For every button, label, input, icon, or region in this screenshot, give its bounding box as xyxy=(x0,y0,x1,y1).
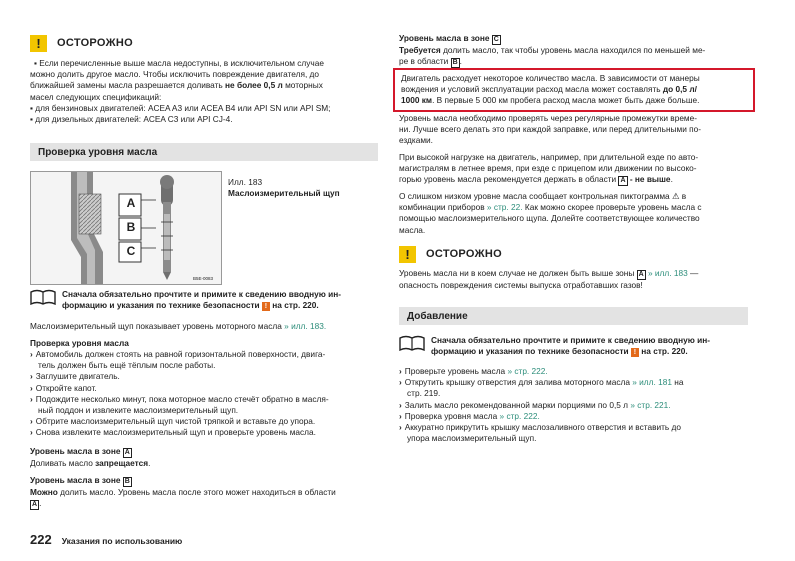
bullet-icon: ▪ xyxy=(30,114,36,125)
highlight-box: Двигатель расходует некоторое количество масла. В зависимости от манеры вождения и условий эксплуатации расход масла может составлять до 0,5 л/ 1000 км. В первые 5 000 км пробега расход масла может быть даже больше. xyxy=(393,68,755,112)
figure-code: B5E-0083 xyxy=(193,276,214,281)
add-steps: › Проверьте уровень масла » стр. 222. › Открутить крышку отверстия для залива моторного масла » илл. 181 на стр. 219. › Залить масло рекомендованной марки порциями по 0,5 л » стр. 221. › Проверка уровня масла » стр. 222. › Аккуратно прикрутить крышку маслозаливного отверстия и вставить до упора маслоизмерительный щуп. xyxy=(399,366,684,444)
procedure-steps: › Автомобиль должен стоять на равной горизонтальной поверхности, двига- тель должен быть ещё тёплым после работы. › Заглушите двигатель. › Откройте капот. › Подождите несколько минут, пока моторное масло стечёт обратно в масля- ный поддон и извлеките маслоизмерительный щуп. › Обтрите маслоизмерительный щуп чистой тряпкой и вставьте до упора. › Снова извлеките маслоизмерительный щуп и проверьте уровень масла. xyxy=(30,349,329,438)
arrow-icon: › xyxy=(30,393,33,404)
arrow-icon: › xyxy=(30,427,33,438)
arrow-icon: › xyxy=(399,399,402,410)
warning-small-icon: ! xyxy=(262,302,270,311)
dipstick-paragraph: Маслоизмерительный щуп показывает уровень моторного масла » илл. 183. xyxy=(30,321,327,331)
zone-label-c: C xyxy=(126,244,136,258)
arrow-icon: › xyxy=(30,416,33,427)
footer-title: Указания по использованию xyxy=(61,536,183,546)
caution-body-right: Уровень масла ни в коем случае не должен быть выше зоны A » илл. 183 — опасность повреждения системы выпуска отработавших газов! xyxy=(399,268,699,290)
page-footer xyxy=(30,532,182,547)
arrow-icon: › xyxy=(30,349,33,359)
zone-b-badge: B xyxy=(452,59,458,67)
zone-a-badge: A xyxy=(32,501,38,509)
book-icon xyxy=(399,335,425,351)
arrow-icon: › xyxy=(399,410,402,421)
arrow-icon: › xyxy=(399,366,402,376)
zone-label-b: B xyxy=(126,220,136,234)
dipstick-figure xyxy=(30,171,222,285)
zone-b-block: Уровень масла в зоне B Можно долить масло. Уровень масла после этого может находиться в области A . xyxy=(30,475,336,509)
caution-header-right xyxy=(399,244,502,264)
caution-title: ОСТОРОЖНО xyxy=(426,248,502,260)
caution-header xyxy=(30,33,133,53)
read-first-note: Сначала обязательно прочтите и примите к сведению вводную ин- формацию и указания по технике безопасности ! на стр. 220. xyxy=(30,289,378,311)
warning-small-icon: ! xyxy=(631,348,639,357)
figure-caption: Маслоизмерительный щуп xyxy=(228,188,340,198)
figure-link[interactable]: » илл. 183 xyxy=(645,268,688,278)
zone-c-block: Уровень масла в зоне C Требуется долить масло, так чтобы уровень масла находился по меньшей ме- ре в области B . xyxy=(399,33,706,67)
arrow-icon: › xyxy=(399,422,402,433)
zone-a-badge: A xyxy=(124,449,130,456)
figure-link[interactable]: » илл. 183. xyxy=(284,321,327,331)
bullet-icon: ▪ xyxy=(34,58,40,68)
zone-a-badge: A xyxy=(638,271,644,278)
zone-c-badge: C xyxy=(493,36,499,43)
procedure-title: Проверка уровня масла xyxy=(30,338,129,348)
figure-label: Илл. 183 xyxy=(228,177,263,187)
paragraph-regular-check: Уровень масла необходимо проверять через регулярные промежутки време- ни. Лучше всего делать это при каждой заправке, или перед длительными по- ездками. xyxy=(399,113,702,146)
zone-label-a: A xyxy=(126,196,136,210)
page-link[interactable]: » стр. 222. xyxy=(507,366,548,376)
section-check-oil: Проверка уровня масла xyxy=(30,143,378,161)
page-link[interactable]: » стр. 221. xyxy=(630,399,671,410)
arrow-icon: › xyxy=(399,377,402,388)
caution-title: ОСТОРОЖНО xyxy=(57,37,133,49)
arrow-icon: › xyxy=(30,382,33,393)
oil-warning-icon: ⚠ xyxy=(671,191,680,201)
warning-icon: ! xyxy=(30,35,47,52)
figure-link[interactable]: » илл. 181 xyxy=(632,377,672,388)
book-icon xyxy=(30,289,56,305)
zone-b-badge: B xyxy=(124,478,130,485)
bullet-icon: ▪ xyxy=(30,102,36,113)
paragraph-low-level: О слишком низком уровне масла сообщает контрольная пиктограмма ⚠ в комбинации приборов » стр. 22. Как можно скорее проверьте уровень масла с помощью маслоизмерительного щупа. Долейте соответствующее количество масла. xyxy=(399,191,702,235)
read-first-note: Сначала обязательно прочтите и примите к сведению вводную ин- формацию и указания по технике безопасности ! на стр. 220. xyxy=(399,335,751,357)
zone-a-block: Уровень масла в зоне A Доливать масло запрещается. xyxy=(30,446,151,468)
section-add-oil: Добавление xyxy=(399,307,748,325)
page-link[interactable]: » стр. 22. xyxy=(486,202,523,213)
paragraph-high-load: При высокой нагрузке на двигатель, например, при длительной езде по авто- магистралям в летнее время, при езде с прицепом или движении по высоко- горью уровень масла рекомендуется держать в области A - не выше. xyxy=(399,152,699,185)
page-number: 222 xyxy=(30,532,52,547)
warning-icon: ! xyxy=(399,246,416,263)
page-link[interactable]: » стр. 222. xyxy=(499,410,540,421)
arrow-icon: › xyxy=(30,371,33,382)
caution-body: ▪ Если перечисленные выше масла недоступны, в исключительном случае можно долить другое масло. Чтобы исключить повреждение двигателя, до ближайшей замены масла разрешается доливать не более 0,5 л моторных масел следующих спецификаций: ▪ для бензиновых двигателей: ACEA A3 или ACEA B4 или API SN или API SM; ▪ для дизельных двигателей: ACEA C3 или API CJ-4. xyxy=(30,58,331,125)
zone-a-badge: A xyxy=(620,177,626,185)
